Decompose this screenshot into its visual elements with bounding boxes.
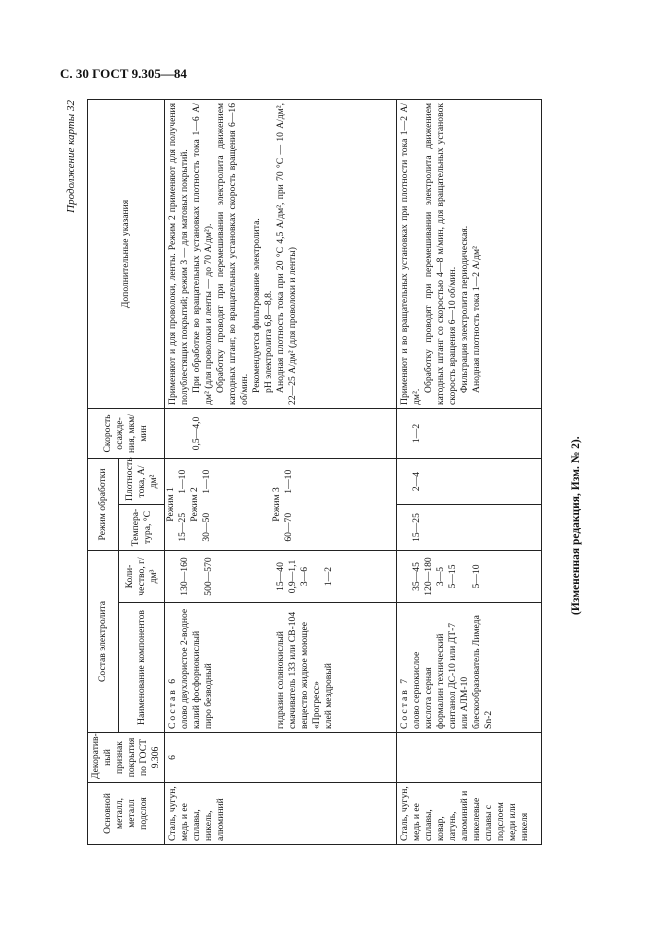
header-current-density: Плотность тока, А/дм² [119,458,165,504]
component: смачиватель 133 или СВ-104 [286,611,298,729]
row1-modes [164,458,396,550]
quantity: 0,9—1,1 [286,559,298,594]
header-temperature: Темпера-тура, °С [119,504,165,550]
note: Анодная плотность тока при 20 °С 4,5 А/дм², при 70 °С — 10 А/дм², 22—25 А/дм² (для проволоки и ленты) [274,102,298,405]
mode-label: Режим 2 [188,487,200,522]
row2-quantities [396,550,541,602]
component: гидразин солянокислый [274,631,286,729]
mode-density: 2—4 [410,471,422,492]
row1-composition-title: Состав 6 [166,677,178,729]
speed-value: 1—2 [410,423,422,444]
quantity: 120—180 [422,557,434,596]
page-header: С. 30 ГОСТ 9.305—84 [60,66,187,81]
note: Анодная плотность тока 1—2 А/дм² [470,246,482,393]
row2-notes [396,99,541,408]
quantity: 5—15 [446,564,458,589]
component: вещество жидкое моющее «Прогресс» [298,621,322,729]
row2-temperature [396,504,541,550]
rotated-table-container [65,100,542,845]
row2-components [396,603,541,733]
mode-density: 1—10 [176,469,188,494]
component: формалин технический [434,633,446,729]
component: олово сернокислое [410,651,422,729]
note: Рекомендуется фильтрование электролита. [250,218,262,393]
row2-decorative [396,733,541,783]
header-quantity: Коли-чество, г/дм³ [119,550,165,602]
row2-density [396,458,541,504]
row2-base-metal: Сталь, чугун, медь и ее сплавы, ковар, латунь, алюминий и никелевые сплавы с подслоем меди или никеля [396,783,541,845]
component: пиро безводный [202,663,214,729]
mode-temp: 15—25 [176,512,188,542]
row1-speed [164,408,396,458]
mode-label: Режим 3 [270,487,282,522]
component: олово двухлористое 2-водное [178,608,190,729]
header-component-name: Наименование компонентов [119,603,165,733]
note: Обработку проводят при перемешивании электролита движением катодных штанг, во вращательных установках скорость вращения 6—16 об/мин. [214,102,250,405]
quantity: 500—570 [202,557,214,596]
mode-temp: 30—50 [200,512,212,542]
row1-decorative: 6 [164,733,396,783]
note: Обработку проводят при перемешивании электролита движением катодных штанг со скоростью 4—8 м/мин, для вращательных установок скорость вращения 6—10 об/мин. [422,102,458,405]
speed-value: 0,5—4,0 [190,416,202,451]
row1-base-metal: Сталь, чугун, медь и ее сплавы, никель, алюминий [164,783,396,845]
note: Применяют и для проволоки, ленты. Режим 2 применяют для получения полублестящих покрытий; режим 3 — для матовых покрытий. [166,102,190,405]
component: синтанол ДС-10 или ДТ-7 или АЛМ-10 [446,622,470,729]
component: калий фосфорнокислый [190,630,202,729]
note: Фильтрация электролита периодическая. [458,225,470,393]
mode-density: 1—10 [200,469,212,494]
continuation-label: Продолжение карты 32 [65,100,77,213]
row1-notes [164,99,396,408]
component: кислота серная [422,667,434,729]
header-mode: Режим обработки [88,458,119,550]
quantity: 5—10 [470,564,482,589]
note: При обработке во вращательных установках плотность тока 1—6 А/дм² (для проволоки и ленты — до 70 А/дм²). [190,102,214,405]
row1-components [164,603,396,733]
row2-composition-title: Состав 7 [398,677,410,729]
quantity: 15—40 [274,562,286,591]
quantity: 130—160 [178,557,190,596]
row2-speed [396,408,541,458]
component: клей мездровый [322,663,334,729]
header-speed: Скорость осажде-ния, мкм/мин [88,408,165,458]
header-notes: Дополнительные указания [88,99,165,408]
quantity: 1—2 [322,566,334,587]
quantity: 35—45 [410,562,422,591]
note: pH электролита 6,8—8,8. [262,290,274,393]
component: блескообразователь Лимеда Sn-2 [470,615,494,729]
electrolyte-table [87,99,542,845]
amendment-footnote: (Измененная редакция, Изм. № 2). [570,436,582,615]
header-electrolyte: Состав электролита [88,550,119,732]
mode-density: 1—10 [282,469,294,494]
mode-label: Режим 1 [164,487,176,522]
mode-temp: 60—70 [282,512,294,542]
quantity: 3—6 [298,566,310,587]
mode-temp: 15—25 [410,513,422,542]
note: Применяют и во вращательных установках при плотности тока 1—2 А/дм². [398,102,422,405]
header-decorative: Декоратив-ный признак покрытия по ГОСТ 9.306 [88,733,165,783]
quantity: 3—5 [434,566,446,587]
row1-quantities [164,550,396,602]
header-base-metal: Основной металл, металл подслоя [88,783,165,845]
